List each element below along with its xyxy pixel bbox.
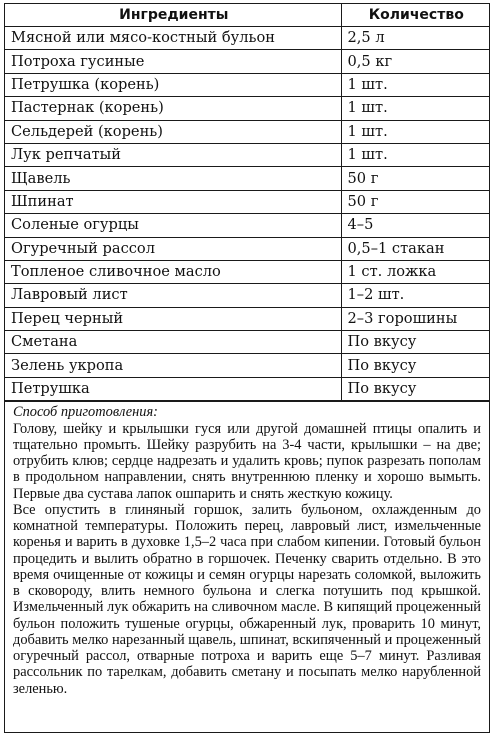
ingredient-name-cell: Соленые огурцы <box>5 214 341 237</box>
cooking-method <box>5 401 489 732</box>
ingredient-name-cell: Лук репчатый <box>5 143 341 166</box>
table-row <box>5 97 489 120</box>
ingredient-quantity-cell: 50 г <box>341 190 489 213</box>
table-row <box>5 214 489 237</box>
ingredient-name-cell: Огуречный рассол <box>5 237 341 260</box>
ingredient-name-cell: Зелень укропа <box>5 354 341 377</box>
ingredient-quantity-cell: 50 г <box>341 167 489 190</box>
table-row <box>5 237 489 260</box>
table-row <box>5 167 489 190</box>
ingredient-quantity-cell: 2,5 л <box>341 27 489 50</box>
ingredient-quantity-cell: 1 ст. ложка <box>341 260 489 283</box>
quantity-column-header: Количество <box>341 4 489 27</box>
table-row <box>5 307 489 330</box>
ingredient-quantity-cell: 0,5 кг <box>341 50 489 73</box>
table-row <box>5 120 489 143</box>
table-row <box>5 260 489 283</box>
ingredient-name-cell: Петрушка (корень) <box>5 73 341 96</box>
table-row <box>5 27 489 50</box>
ingredient-name-cell: Пастернак (корень) <box>5 97 341 120</box>
ingredient-name-cell: Петрушка <box>5 377 341 400</box>
ingredients-table-body <box>5 27 489 401</box>
ingredient-name-cell: Топленое сливочное масло <box>5 260 341 283</box>
ingredient-quantity-cell: 1 шт. <box>341 73 489 96</box>
table-row <box>5 143 489 166</box>
ingredients-column-header: Ингредиенты <box>5 4 341 27</box>
ingredient-name-cell: Сметана <box>5 331 341 354</box>
ingredient-quantity-cell: 1 шт. <box>341 97 489 120</box>
table-row <box>5 331 489 354</box>
ingredient-name-cell: Сельдерей (корень) <box>5 120 341 143</box>
ingredient-name-cell: Мясной или мясо-костный бульон <box>5 27 341 50</box>
ingredient-quantity-cell: По вкусу <box>341 377 489 400</box>
ingredient-quantity-cell: По вкусу <box>341 331 489 354</box>
table-row <box>5 73 489 96</box>
table-row <box>5 284 489 307</box>
ingredient-name-cell: Перец черный <box>5 307 341 330</box>
ingredient-quantity-cell: 1 шт. <box>341 143 489 166</box>
recipe-card <box>4 3 490 733</box>
ingredient-quantity-cell: 4–5 <box>341 214 489 237</box>
method-paragraph: Голову, шейку и крылышки гуся или другой домашней птицы опалить и тщательно промыть. Шейку разрубить на 3-4 части, крылышки – на две; отрубить клюв; сердце надрезать и удалить кровь; пупок разрезать пополам в продольном направлении, снять внутреннюю пленку и хорошо вымыть. Первые два сустава лапок ошпарить и снять жесткую кожицу. <box>13 420 481 502</box>
ingredient-quantity-cell: 1 шт. <box>341 120 489 143</box>
table-row <box>5 354 489 377</box>
ingredient-name-cell: Шпинат <box>5 190 341 213</box>
table-row <box>5 50 489 73</box>
ingredient-name-cell: Лавровый лист <box>5 284 341 307</box>
table-row <box>5 190 489 213</box>
table-row <box>5 377 489 400</box>
method-title: Способ приготовления: <box>13 404 158 421</box>
ingredient-quantity-cell: 2–3 горошины <box>341 307 489 330</box>
ingredient-quantity-cell: 0,5–1 стакан <box>341 237 489 260</box>
ingredient-name-cell: Потроха гусиные <box>5 50 341 73</box>
method-paragraph: Все опустить в глиняный горшок, залить бульоном, охлажденным до комнатной температуры. Положить перец, лавровый лист, измельченные коренья и варить в духовке 1,5–2 часа при слабом кипении. Готовый бульон процедить и вылить обратно в горшочек. Печенку сварить отдельно. В это время очищенные от кожицы и семян огурцы нарезать соломкой, выложить в сковороду, влить немного бульона и слегка потушить под крышкой. Измельченный лук обжарить на сливочном масле. В кипящий процеженный бульон положить тушеные огурцы, обжаренный лук, проварить 10 минут, добавить мелко нарезанный щавель, шпинат, вскипяченный и процеженный огуречный рассол, отварные потроха и варить еще 5–7 минут. Разливая рассольник по тарелкам, добавить сметану и посыпать мелко нарубленной зеленью. <box>13 501 481 697</box>
table-header-row <box>5 4 489 27</box>
ingredients-table <box>5 4 489 401</box>
ingredient-quantity-cell: 1–2 шт. <box>341 284 489 307</box>
ingredient-name-cell: Щавель <box>5 167 341 190</box>
ingredient-quantity-cell: По вкусу <box>341 354 489 377</box>
